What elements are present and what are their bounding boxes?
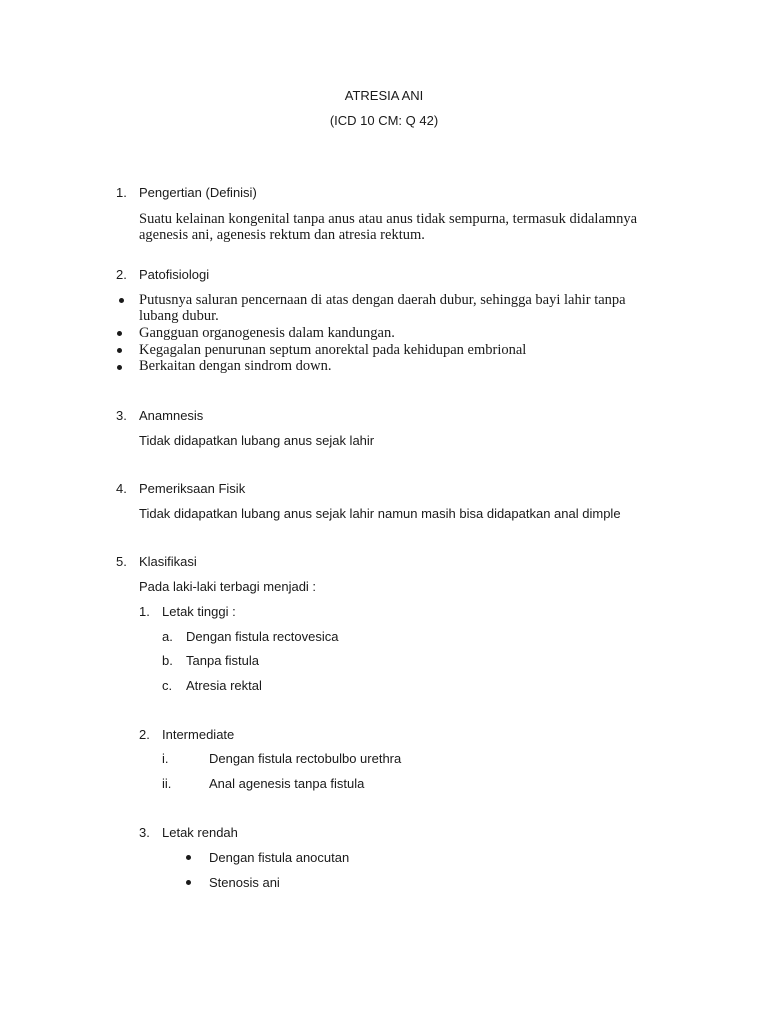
list-item: Berkaitan dengan sindrom down. [139,358,332,374]
bullet-icon [119,298,124,303]
section-body: Tidak didapatkan lubang anus sejak lahir namun masih bisa didapatkan anal dimple [139,506,621,521]
section-heading: Patofisiologi [139,267,210,282]
list-item: Gangguan organogenesis dalam kandungan. [139,325,395,341]
section-number: 4. [116,481,127,496]
subsection-number: 2. [139,727,150,742]
bullet-icon [186,855,191,860]
section-body: Suatu kelainan kongenital tanpa anus atau anus tidak sempurna, termasuk didalamnya agenesis ani, agenesis rektum dan atresia rektum. [139,211,638,243]
item-marker: c. [162,678,173,693]
item-marker: ii. [162,776,172,791]
list-item: Putusnya saluran pencernaan di atas dengan daerah dubur, sehingga bayi lahir tanpa lubang dubur. [139,292,626,324]
section-heading: Pemeriksaan Fisik [139,481,246,496]
subsection-number: 3. [139,825,150,840]
item-marker: a. [162,629,173,644]
document-title: ATRESIA ANI [344,88,424,103]
bullet-icon [117,365,122,370]
section-body: Tidak didapatkan lubang anus sejak lahir [139,433,375,448]
item-marker: i. [162,751,169,766]
section-number: 3. [116,408,127,423]
bullet-icon [117,331,122,336]
subsection-heading: Letak tinggi : [162,604,236,619]
section-number: 5. [116,554,127,569]
section-intro: Pada laki-laki terbagi menjadi : [139,579,317,594]
list-item: Tanpa fistula [186,653,259,668]
section-heading: Pengertian (Definisi) [139,185,257,200]
bullet-icon [186,880,191,885]
list-item: Stenosis ani [209,875,280,890]
list-item: Kegagalan penurunan septum anorektal pada kehidupan embrional [139,342,527,358]
subsection-heading: Letak rendah [162,825,238,840]
subsection-number: 1. [139,604,150,619]
document-subtitle: (ICD 10 CM: Q 42) [329,113,439,128]
list-item: Dengan fistula rectovesica [186,629,339,644]
section-heading: Anamnesis [139,408,204,423]
list-item: Anal agenesis tanpa fistula [209,776,365,791]
section-heading: Klasifikasi [139,554,197,569]
bullet-icon [117,348,122,353]
list-item: Dengan fistula rectobulbo urethra [209,751,402,766]
section-number: 2. [116,267,127,282]
list-item: Dengan fistula anocutan [209,850,350,865]
subsection-heading: Intermediate [162,727,235,742]
item-marker: b. [162,653,173,668]
section-number: 1. [116,185,127,200]
list-item: Atresia rektal [186,678,262,693]
